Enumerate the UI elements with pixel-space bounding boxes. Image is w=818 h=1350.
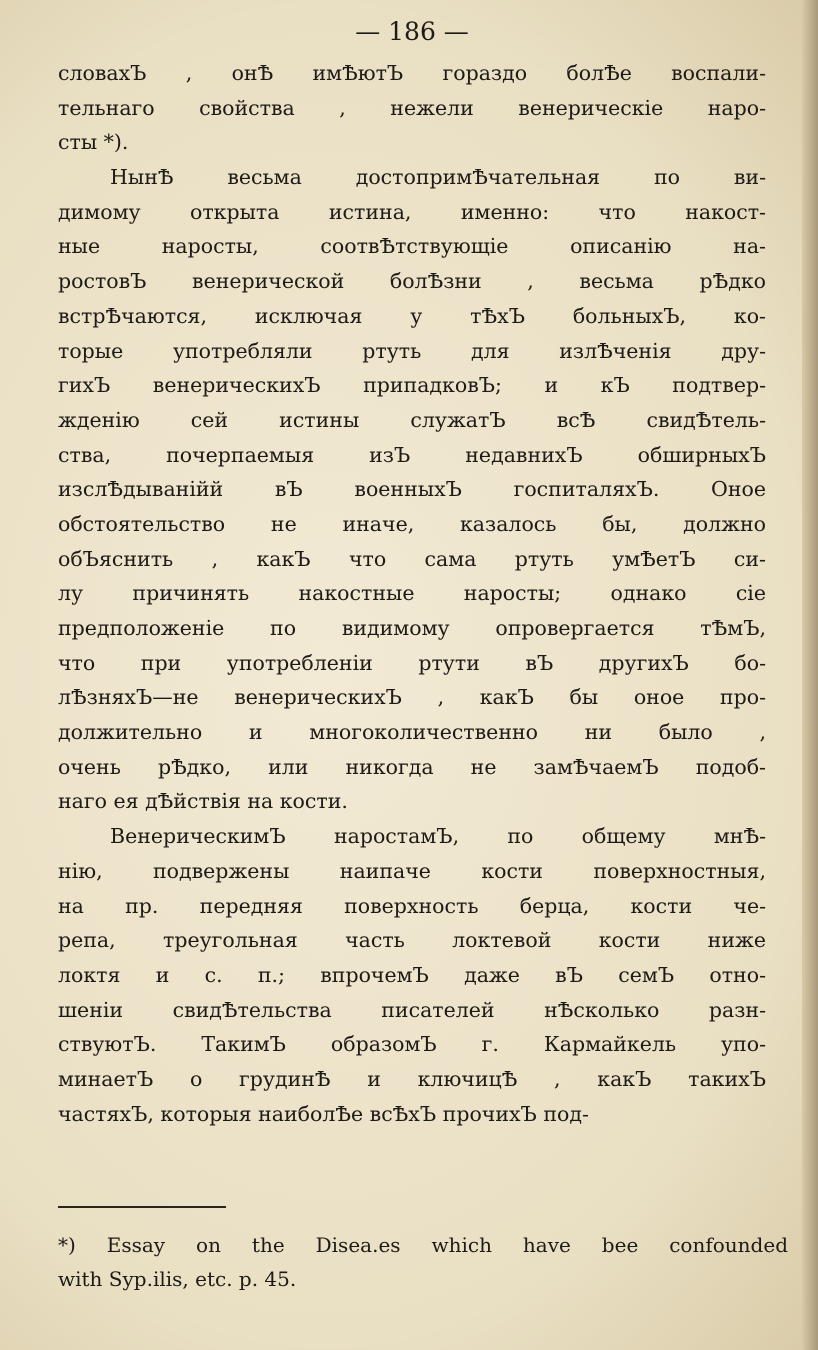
text-line: предположеніе по видимому опровергается тѢмЪ,	[58, 616, 766, 640]
text-line: ВенерическимЪ наростамЪ, по общему мнѢ-	[110, 824, 766, 849]
footnote-line: with Syp.ilis, etc. p. 45.	[58, 1267, 297, 1291]
text-line: на пр. передняя поверхность берца, кости че-	[58, 893, 766, 918]
text-line: лу причинять накостные наросты; однако сіе	[58, 581, 766, 606]
text-line: нію, подвержены наипаче кости поверхностныя,	[58, 858, 766, 883]
page-edge-shadow	[802, 0, 818, 1350]
page-number: — 186 —	[355, 17, 469, 46]
paragraph	[58, 819, 766, 1131]
text-line: минаетЪ о грудинѢ и ключицѢ , какЪ такихЪ	[58, 1066, 766, 1091]
text-line: наго ея дѢйствія на кости.	[58, 789, 348, 814]
main-text	[58, 14, 766, 1131]
text-line: локтя и с. п.; впрочемЪ даже вЪ семЪ отно-	[58, 962, 766, 987]
paragraphs	[58, 56, 766, 1131]
text-line: тельнаго свойства , нежели венерическіе наро-	[58, 95, 766, 120]
text-line: словахЪ , онѢ имѢютЪ гораздо болѢе воспали-	[58, 61, 766, 85]
text-line: димому открыта истина, именно: что накост-	[58, 199, 766, 224]
text-line: ростовЪ венерической болѢзни , весьма рѢдко	[58, 269, 766, 294]
text-line: репа, треугольная часть локтевой кости ниже	[58, 928, 766, 953]
text-line: что при употребленіи ртути вЪ другихЪ бо-	[58, 650, 766, 675]
text-line: изслѢдыванійй вЪ военныхЪ госпиталяхЪ. Оное	[58, 477, 766, 502]
text-line: ства, почерпаемыя изЪ недавнихЪ обширныхЪ	[58, 442, 766, 467]
text-line: гихЪ венерическихЪ припадковЪ; и кЪ подтвер-	[58, 373, 766, 398]
footnote	[58, 1228, 788, 1296]
text-line: очень рѢдко, или никогда не замѢчаемЪ подоб-	[58, 754, 766, 779]
text-line: встрѢчаются, исключая у тѢхЪ больныхЪ, ко-	[58, 303, 766, 328]
text-line: ные наросты, соотвѢтствующіе описанію на-	[58, 234, 766, 259]
text-line: торые употребляли ртуть для излѢченія дру-	[58, 338, 766, 363]
text-line: частяхЪ, которыя наиболѢе всѢхЪ прочихЪ под-	[58, 1101, 589, 1126]
text-line: шеніи свидѢтельства писателей нѢсколько разн-	[58, 997, 766, 1022]
text-line: обстоятельство не иначе, казалось бы, должно	[58, 511, 766, 536]
text-line: сты *).	[58, 130, 129, 155]
footnote-line: *) Essay on the Disea.es which have bee confounded	[58, 1233, 788, 1257]
text-line: жденію сей истины служатЪ всѢ свидѢтель-	[58, 407, 766, 432]
footnote-rule	[58, 1206, 226, 1208]
text-line: лѢзняхЪ—не венерическихЪ , какЪ бы оное про-	[58, 685, 766, 710]
text-line: должительно и многоколичественно ни было ,	[58, 720, 766, 745]
text-line: ствуютЪ. ТакимЪ образомЪ г. Кармайкель упо-	[58, 1032, 766, 1057]
text-line: обЪяснить , какЪ что сама ртуть умѢетЪ си-	[58, 546, 766, 571]
paragraph	[58, 160, 766, 819]
text-line: НынѢ весьма достопримѢчательная по ви-	[110, 165, 766, 190]
paragraph	[58, 56, 766, 160]
